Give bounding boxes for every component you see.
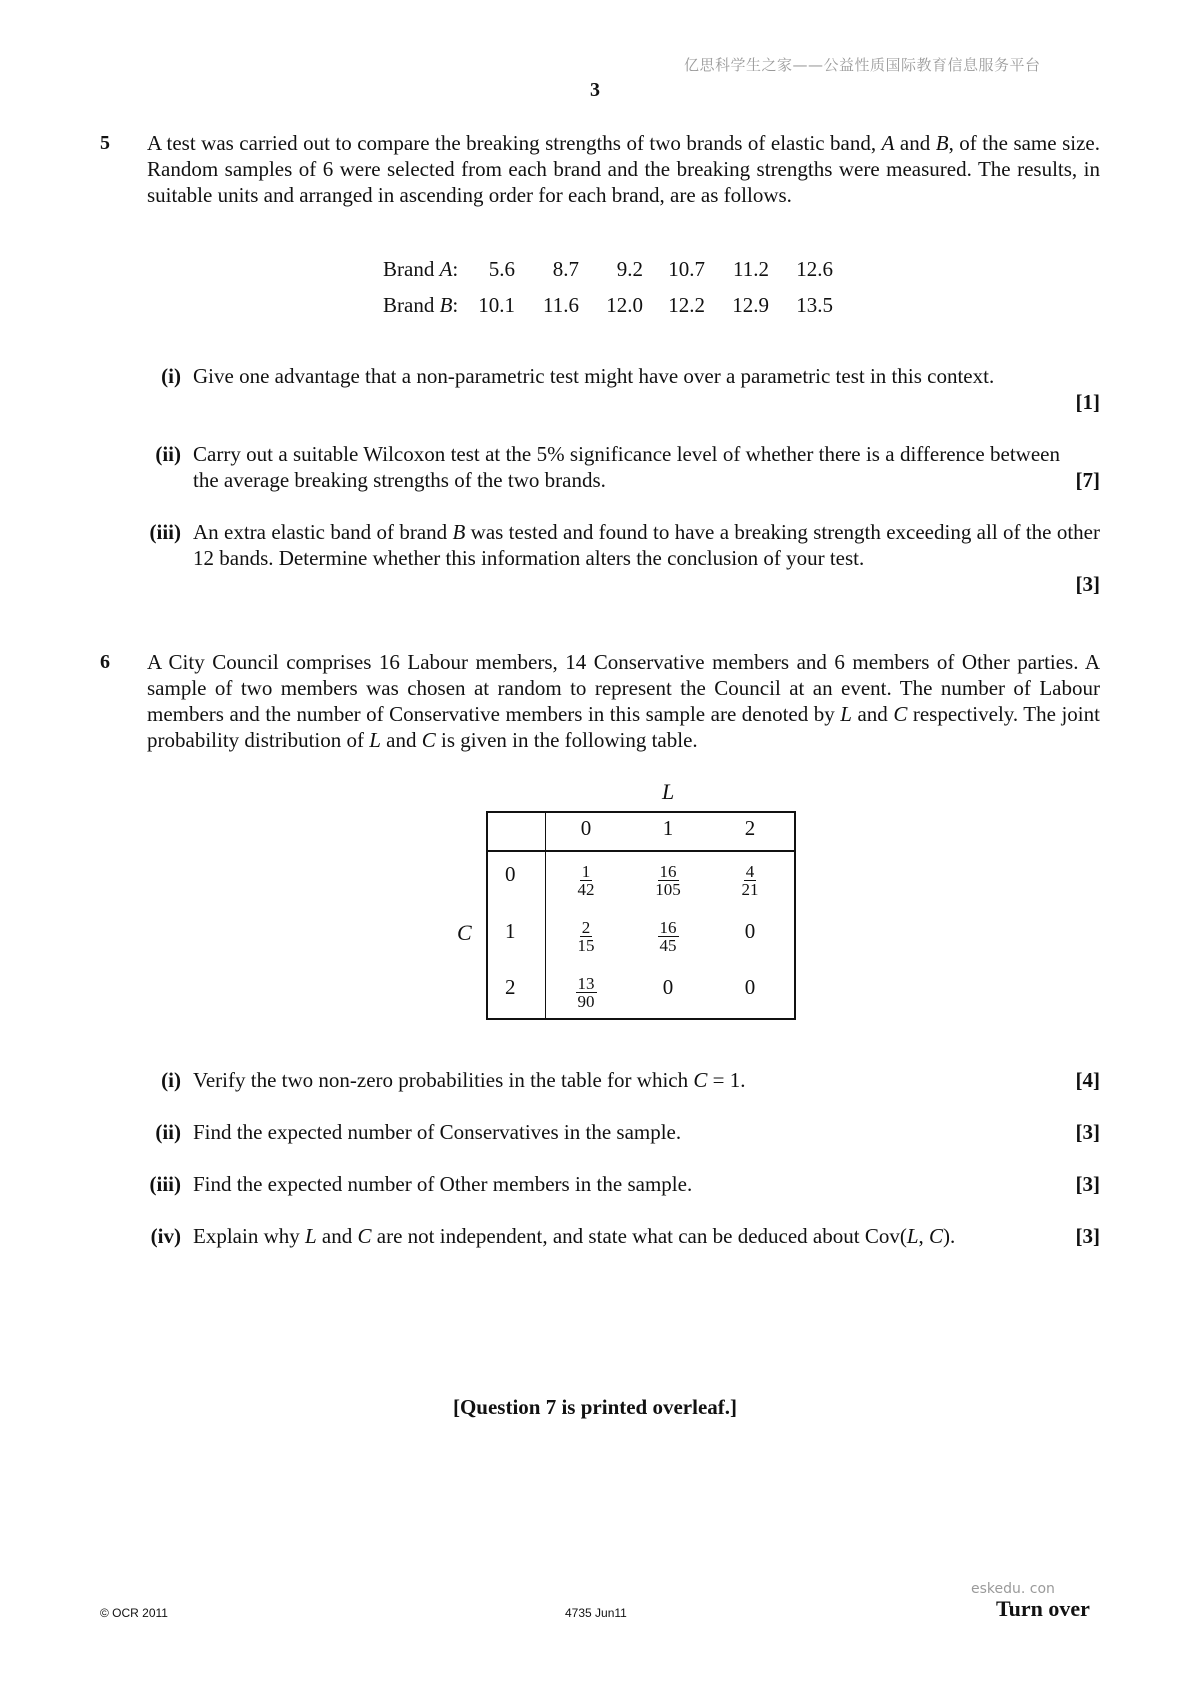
- table-cell: $\frac{16}{45}$: [659, 918, 677, 955]
- page-number: 3: [590, 79, 600, 101]
- question-6-intro: A City Council comprises 16 Labour members, 14 Conservative members and 6 members of Other parties. A sample of two members was chosen at random to represent the Council at an event. The number of Labour members and the number of Conservative members in this sample are denoted by L and C respectively. The joint probability distribution of L and C is given in the following table.: [147, 650, 1100, 752]
- table-cell: $\frac{1}{42}$: [577, 862, 595, 899]
- question-6-number: 6: [100, 651, 110, 673]
- overleaf-note: [Question 7 is printed overleaf.]: [452, 1395, 738, 1419]
- part-text: Verify the two non-zero probabilities in the table for which C = 1.: [193, 1068, 746, 1092]
- marks: [7]: [1075, 468, 1100, 492]
- brand-a-value: 5.6: [488, 257, 515, 281]
- question-5-part-iii: [147, 519, 1100, 597]
- part-text: Carry out a suitable Wilcoxon test at the 5% significance level of whether there is a difference between the average breaking strengths of the two brands.: [193, 442, 1060, 492]
- marks: [3]: [1075, 1120, 1100, 1144]
- watermark-text: 亿思科学生之家——公益性质国际教育信息服务平台: [684, 56, 1041, 74]
- table-cell: 0: [744, 975, 756, 999]
- table-row-header: 1: [505, 919, 516, 943]
- brand-b-value: 12.9: [732, 293, 769, 317]
- brand-a-value: 12.6: [796, 257, 833, 281]
- table-cell: $\frac{2}{15}$: [577, 918, 595, 955]
- brand-a-value: 11.2: [733, 257, 769, 281]
- brand-a-label: Brand A:: [383, 257, 459, 281]
- paper-code: 4735 Jun11: [565, 1606, 627, 1620]
- question-6-part-i: [147, 1067, 1100, 1093]
- brand-b-value: 11.6: [543, 293, 579, 317]
- question-5-part-ii: [147, 441, 1100, 493]
- question-5-intro: A test was carried out to compare the breaking strengths of two brands of elastic band, A and B, of the same size. Random samples of 6 were selected from each brand and the breaking strengths were measured. The results, in suitable units and arranged in ascending order for each brand, are as follows.: [147, 131, 1100, 207]
- table-row-variable: C: [457, 920, 472, 945]
- part-label: (iii): [149, 1172, 181, 1196]
- marks: [3]: [1075, 572, 1100, 596]
- brand-b-value: 13.5: [796, 293, 833, 317]
- marks: [3]: [1075, 1172, 1100, 1196]
- table-divider: [486, 850, 796, 852]
- brand-b-value: 10.1: [478, 293, 515, 317]
- marks: [4]: [1075, 1068, 1100, 1092]
- table-column-header: 2: [744, 816, 756, 840]
- marks: [1]: [1075, 390, 1100, 414]
- question-5-part-i: [147, 363, 1100, 415]
- brand-b-value: 12.0: [606, 293, 643, 317]
- table-column-header: 1: [662, 816, 674, 840]
- table-column-header: 0: [580, 816, 592, 840]
- part-text: Find the expected number of Conservatives in the sample.: [193, 1120, 682, 1144]
- table-cell: $\frac{4}{21}$: [741, 862, 759, 899]
- turn-over: Turn over: [996, 1596, 1090, 1621]
- question-5-number: 5: [100, 132, 110, 154]
- part-text: An extra elastic band of brand B was tested and found to have a breaking strength exceeding all of the other 12 bands. Determine whether this information alters the conclusion of your test.: [193, 520, 1100, 570]
- brand-b-value: 12.2: [668, 293, 705, 317]
- question-6-part-iv: [147, 1223, 1100, 1249]
- part-label: (ii): [155, 1120, 181, 1144]
- marks: [3]: [1075, 1224, 1100, 1248]
- part-text: Give one advantage that a non-parametric test might have over a parametric test in this context.: [193, 364, 995, 388]
- brand-a-value: 8.7: [552, 257, 579, 281]
- part-label: (i): [161, 364, 181, 388]
- brand-a-value: 10.7: [668, 257, 705, 281]
- question-6-part-ii: [147, 1119, 1100, 1145]
- part-text: Explain why L and C are not independent, and state what can be deduced about Cov(L, C).: [193, 1224, 956, 1248]
- table-row-header: 0: [505, 862, 516, 886]
- site-watermark: eskedu. con: [971, 1581, 1055, 1597]
- brand-a-value: 9.2: [616, 257, 643, 281]
- copyright: © OCR 2011: [100, 1606, 168, 1620]
- part-label: (ii): [155, 442, 181, 466]
- table-column-variable: L: [662, 779, 675, 804]
- part-label: (iii): [149, 520, 181, 544]
- part-label: (iv): [150, 1224, 181, 1248]
- table-cell: 0: [744, 919, 756, 943]
- question-6-part-iii: [147, 1171, 1100, 1197]
- table-cell: $\frac{16}{105}$: [655, 862, 681, 899]
- part-label: (i): [161, 1068, 181, 1092]
- table-cell: $\frac{13}{90}$: [577, 974, 595, 1011]
- brand-b-label: Brand B:: [383, 293, 459, 317]
- table-row-header: 2: [505, 975, 516, 999]
- part-text: Find the expected number of Other members in the sample.: [193, 1172, 693, 1196]
- table-cell: 0: [662, 975, 674, 999]
